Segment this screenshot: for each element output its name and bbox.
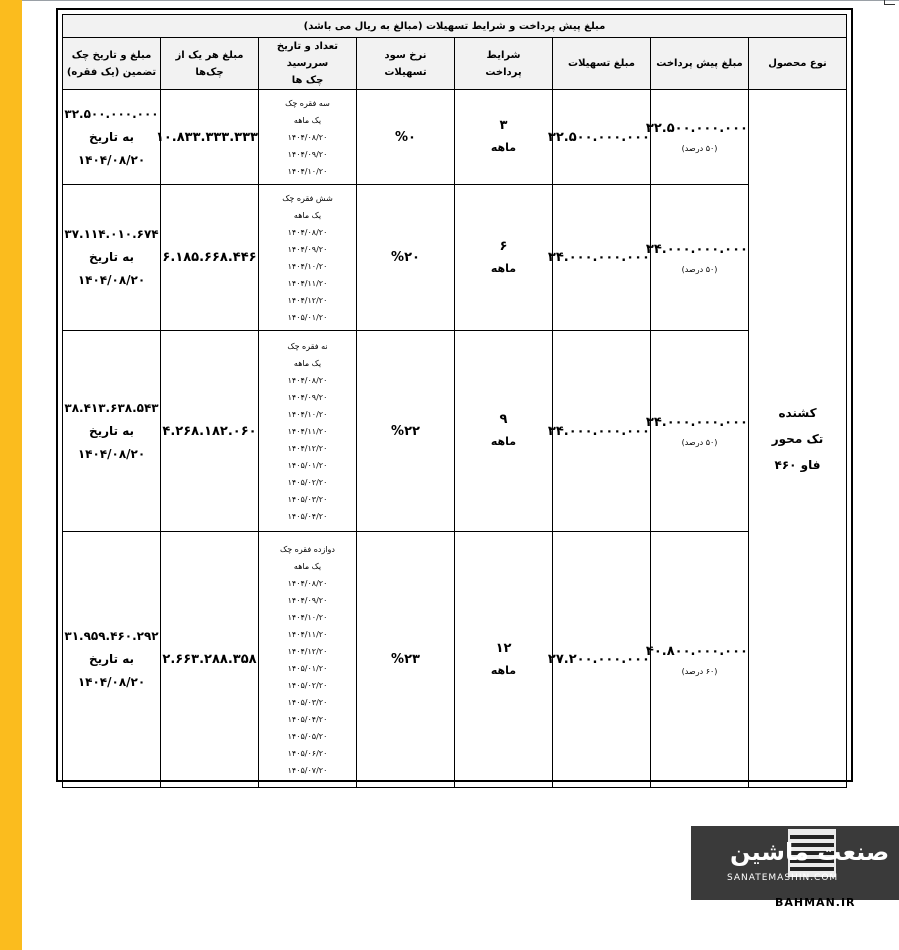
terms-cell xyxy=(455,90,553,185)
guarantee-label: به تاریخ xyxy=(88,652,135,666)
header-schedule xyxy=(259,38,357,90)
schedule-line: ۱۴۰۵/۰۱/۲۰ xyxy=(287,460,328,470)
guarantee-cell xyxy=(63,532,161,788)
schedule-line: ۱۴۰۴/۰۹/۲۰ xyxy=(287,244,328,254)
each-check-cell: ۲.۶۶۳.۲۸۸.۳۵۸ xyxy=(161,532,259,788)
schedule-line: ۱۴۰۴/۱۰/۲۰ xyxy=(287,612,328,622)
down-payment-value: ۳۴.۰۰۰.۰۰۰.۰۰۰ xyxy=(645,415,748,430)
header-terms-line: شرایط xyxy=(486,49,521,61)
header-terms xyxy=(455,38,553,90)
table-row xyxy=(63,331,847,532)
header-schedule-line: چک ها xyxy=(291,75,324,86)
terms-unit: ماهه xyxy=(490,141,517,154)
schedule-cell xyxy=(259,185,357,331)
schedule-line: ۱۴۰۵/۰۳/۲۰ xyxy=(287,494,328,504)
terms-months: ۳ xyxy=(499,118,508,133)
header-guarantee xyxy=(63,38,161,90)
payment-terms-table xyxy=(62,14,847,788)
loan-amount-cell: ۳۴.۰۰۰.۰۰۰.۰۰۰ xyxy=(553,331,651,532)
down-payment-cell xyxy=(645,532,749,788)
table-row xyxy=(63,185,847,331)
schedule-line: شش فقره چک xyxy=(282,193,333,203)
schedule-line: ۱۴۰۴/۰۸/۲۰ xyxy=(287,132,328,142)
watermark-site: SANATEMASHIN.COM xyxy=(727,873,839,883)
header-guarantee-line: مبلغ و تاریخ چک xyxy=(71,49,152,61)
guarantee-label: به تاریخ xyxy=(88,129,135,144)
guarantee-amount: ۳۸.۴۱۳.۶۳۸.۵۴۳ xyxy=(64,400,159,415)
down-payment-cell xyxy=(645,90,749,185)
source-label: BAHMAN.IR xyxy=(775,896,856,909)
guarantee-date: ۱۴۰۴/۰۸/۲۰ xyxy=(77,675,146,689)
schedule-line: ۱۴۰۴/۰۸/۲۰ xyxy=(287,227,328,237)
guarantee-amount: ۳۱.۹۵۹.۴۶۰.۲۹۲ xyxy=(64,629,159,643)
guarantee-amount: ۳۷.۱۱۴.۰۱۰.۶۷۴ xyxy=(64,227,159,241)
schedule-line: ۱۴۰۴/۱۲/۲۰ xyxy=(287,646,328,656)
rate-cell: %۲۳ xyxy=(357,532,455,788)
guarantee-amount: ۳۲.۵۰۰.۰۰۰.۰۰۰ xyxy=(64,106,159,121)
header-down-payment: مبلغ پیش پرداخت xyxy=(651,38,749,90)
schedule-line: یک ماهه xyxy=(293,115,322,125)
table-caption: مبلغ پیش پرداخت و شرایط تسهیلات (مبالغ به ریال می باشد) xyxy=(63,15,847,38)
table-row xyxy=(63,90,847,185)
each-check-cell: ۶.۱۸۵.۶۶۸.۴۴۶ xyxy=(161,185,259,331)
guarantee-cell xyxy=(63,185,161,331)
guarantee-cell xyxy=(63,90,161,185)
terms-unit: ماهه xyxy=(490,435,517,448)
schedule-line: دوازده فقره چک xyxy=(280,544,335,554)
guarantee-date: ۱۴۰۴/۰۸/۲۰ xyxy=(77,446,146,461)
header-row xyxy=(63,38,847,90)
schedule-line: ۱۴۰۴/۰۹/۲۰ xyxy=(287,149,328,159)
down-payment-percent: (۵۰ درصد) xyxy=(681,438,718,447)
schedule-line: ۱۴۰۴/۱۰/۲۰ xyxy=(287,409,328,419)
schedule-line: یک ماهه xyxy=(293,358,322,368)
down-payment-value: ۳۲.۵۰۰.۰۰۰.۰۰۰ xyxy=(645,121,748,136)
schedule-line: ۱۴۰۵/۰۳/۲۰ xyxy=(287,697,328,707)
schedule-line: ۱۴۰۴/۱۲/۲۰ xyxy=(287,443,328,453)
header-rate-line: نرخ سود xyxy=(384,49,427,61)
down-payment-cell xyxy=(645,331,749,532)
schedule-line: ۱۴۰۵/۰۱/۲۰ xyxy=(287,663,328,673)
schedule-line: ۱۴۰۴/۰۹/۲۰ xyxy=(287,595,328,605)
terms-cell xyxy=(455,331,553,532)
header-rate-line: تسهیلات xyxy=(384,66,427,78)
header-guarantee-line: تضمین (یک فقره) xyxy=(66,66,157,78)
schedule-line: ۱۴۰۵/۰۲/۲۰ xyxy=(287,680,328,690)
rate-cell: %۲۲ xyxy=(357,331,455,532)
table-row xyxy=(63,532,847,788)
terms-months: ۹ xyxy=(499,412,508,427)
rate-cell: %۰ xyxy=(357,90,455,185)
rate-cell: %۲۰ xyxy=(357,185,455,331)
schedule-line: ۱۴۰۵/۰۴/۲۰ xyxy=(287,511,328,521)
header-rate xyxy=(357,38,455,90)
down-payment-value: ۳۴.۰۰۰.۰۰۰.۰۰۰ xyxy=(645,241,748,257)
header-loan-amount: مبلغ تسهیلات xyxy=(553,38,651,90)
price-table-document xyxy=(56,8,853,782)
schedule-line: ۱۴۰۴/۰۸/۲۰ xyxy=(287,578,328,588)
each-check-cell: ۴.۲۶۸.۱۸۲.۰۶۰ xyxy=(161,331,259,532)
schedule-line: ۱۴۰۴/۱۱/۲۰ xyxy=(287,629,328,639)
schedule-cell xyxy=(259,532,357,788)
watermark-brand: صنعت ماشین xyxy=(730,838,890,866)
guarantee-label: به تاریخ xyxy=(88,250,135,264)
schedule-line: یک ماهه xyxy=(293,561,322,571)
schedule-line: ۱۴۰۴/۱۲/۲۰ xyxy=(287,295,328,305)
schedule-line: سه فقره چک xyxy=(285,98,330,108)
schedule-cell xyxy=(259,90,357,185)
schedule-line: ۱۴۰۵/۰۴/۲۰ xyxy=(287,714,328,724)
schedule-line: نه فقره چک xyxy=(287,341,328,351)
schedule-line: ۱۴۰۵/۰۲/۲۰ xyxy=(287,477,328,487)
terms-unit: ماهه xyxy=(490,663,517,677)
loan-amount-cell: ۳۴.۰۰۰.۰۰۰.۰۰۰ xyxy=(553,185,651,331)
corner-mark xyxy=(884,0,895,5)
schedule-line: ۱۴۰۴/۱۱/۲۰ xyxy=(287,278,328,288)
terms-months: ۶ xyxy=(499,238,508,254)
header-schedule-line: تعداد و تاریخ سررسید xyxy=(276,41,339,69)
schedule-line: ۱۴۰۵/۰۵/۲۰ xyxy=(287,731,328,741)
schedule-line: یک ماهه xyxy=(293,210,322,220)
header-terms-line: پرداخت xyxy=(485,66,522,78)
schedule-line: ۱۴۰۵/۰۷/۲۰ xyxy=(287,765,328,775)
down-payment-percent: (۵۰ درصد) xyxy=(681,144,718,153)
terms-months: ۱۲ xyxy=(495,640,512,656)
schedule-line: ۱۴۰۴/۰۸/۲۰ xyxy=(287,375,328,385)
header-each-check: مبلغ هر یک از چک‌ها xyxy=(161,38,259,90)
guarantee-date: ۱۴۰۴/۰۸/۲۰ xyxy=(77,152,146,167)
loan-amount-cell: ۳۲.۵۰۰.۰۰۰.۰۰۰ xyxy=(553,90,651,185)
product-line: کشنده xyxy=(778,405,817,420)
guarantee-date: ۱۴۰۴/۰۸/۲۰ xyxy=(77,273,146,287)
loan-amount-cell: ۲۷.۲۰۰.۰۰۰.۰۰۰ xyxy=(553,532,651,788)
guarantee-cell xyxy=(63,331,161,532)
down-payment-percent: (۶۰ درصد) xyxy=(681,666,718,676)
schedule-line: ۱۴۰۴/۱۰/۲۰ xyxy=(287,166,328,176)
schedule-line: ۱۴۰۴/۱۰/۲۰ xyxy=(287,261,328,271)
schedule-line: ۱۴۰۴/۰۹/۲۰ xyxy=(287,392,328,402)
down-payment-cell xyxy=(645,185,749,331)
guarantee-label: به تاریخ xyxy=(88,423,135,438)
terms-cell xyxy=(455,185,553,331)
product-line: فاو ۴۶۰ xyxy=(774,457,821,472)
each-check-cell: ۱۰.۸۳۳.۳۳۳.۳۳۳ xyxy=(161,90,259,185)
down-payment-value: ۴۰.۸۰۰.۰۰۰.۰۰۰ xyxy=(645,643,748,659)
schedule-line: ۱۴۰۵/۰۶/۲۰ xyxy=(287,748,328,758)
product-name xyxy=(749,90,847,788)
header-product: نوع محصول xyxy=(749,38,847,90)
schedule-line: ۱۴۰۴/۱۱/۲۰ xyxy=(287,426,328,436)
product-line: تک محور xyxy=(771,431,824,446)
down-payment-percent: (۵۰ درصد) xyxy=(681,264,718,274)
yellow-side-bar xyxy=(0,0,22,950)
schedule-cell xyxy=(259,331,357,532)
schedule-line: ۱۴۰۵/۰۱/۲۰ xyxy=(287,312,328,322)
terms-unit: ماهه xyxy=(490,261,517,275)
terms-cell xyxy=(455,532,553,788)
